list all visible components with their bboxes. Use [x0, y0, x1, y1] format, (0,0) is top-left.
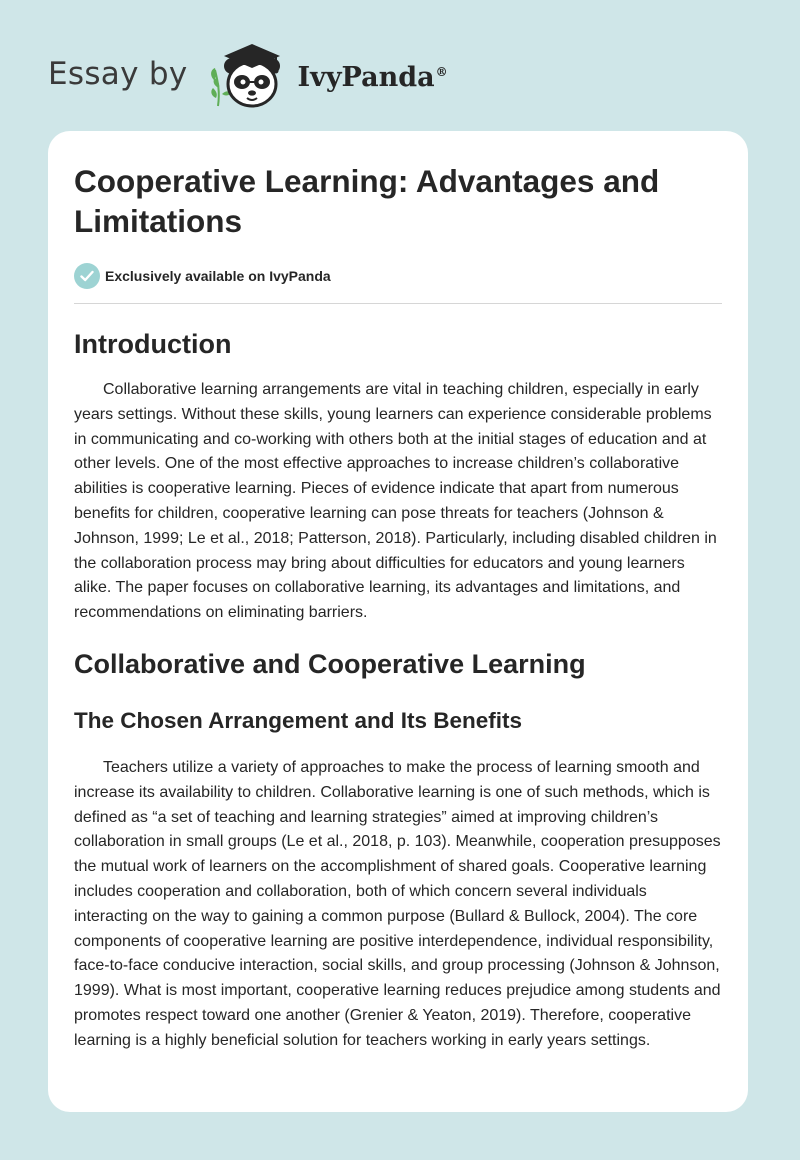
- checkmark-icon: [74, 263, 100, 289]
- site-header: [48, 36, 448, 112]
- chosen-arrangement-paragraph: Teachers utilize a variety of approaches to make the process of learning smooth and increase its availability to children. Collaborative learning is one of such methods, which is defined as “a set of teaching and learning strategies” aimed at improving children’s collaboration in small groups (Le et al., 2018, p. 103). Meanwhile, cooperation presupposes the mutual work of learners on the accomplishment of shared goals. Cooperative learning includes cooperation and collaboration, both of which concern several individuals interacting on the way to gaining a common purpose (Bullard & Bullock, 2004). The core components of cooperative learning are positive interdependence, individual responsibility, face-to-face conducive interaction, social skills, and group processing (Johnson & Johnson, 1999). What is most important, cooperative learning reduces prejudice among students and promotes respect toward one another (Grenier & Yeaton, 2019). Therefore, cooperative learning is a highly beneficial solution for teachers working in early years settings.: [74, 758, 721, 1049]
- divider: [74, 303, 722, 304]
- section-heading-collaborative: Collaborative and Cooperative Learning: [74, 648, 586, 679]
- essay-by-label: Essay by: [48, 56, 188, 92]
- brand-text: IvyPanda: [297, 61, 435, 93]
- introduction-paragraph: Collaborative learning arrangements are vital in teaching children, especially in early years settings. Without these skills, young learners can experience considerable problems in communicating and co-working with others both at the initial stages of education and at other levels. One of the most effective approaches to increase children’s collaborative abilities is cooperative learning. Pieces of evidence indicate that apart from numerous benefits for children, cooperative learning can pose threats for teachers (Johnson & Johnson, 1999; Le et al., 2018; Patterson, 2018). Particularly, including disabled children in the collaboration process may bring about difficulties for educators and young learners alike. The paper focuses on collaborative learning, its advantages and limitations, and recommendations on eliminating barriers.: [74, 381, 717, 622]
- article-title: Cooperative Learning: Advantages and Limitations: [74, 163, 660, 239]
- registered-mark: ®: [435, 64, 448, 79]
- subheading-chosen-arrangement: The Chosen Arrangement and Its Benefits: [74, 707, 522, 733]
- panda-graduate-logo-icon[interactable]: [206, 36, 292, 112]
- section-heading-introduction: Introduction: [74, 329, 232, 359]
- article-card: [48, 131, 748, 1112]
- exclusive-badge: [74, 263, 722, 289]
- brand-name[interactable]: [298, 62, 448, 93]
- exclusive-label: Exclusively available on IvyPanda: [105, 268, 331, 284]
